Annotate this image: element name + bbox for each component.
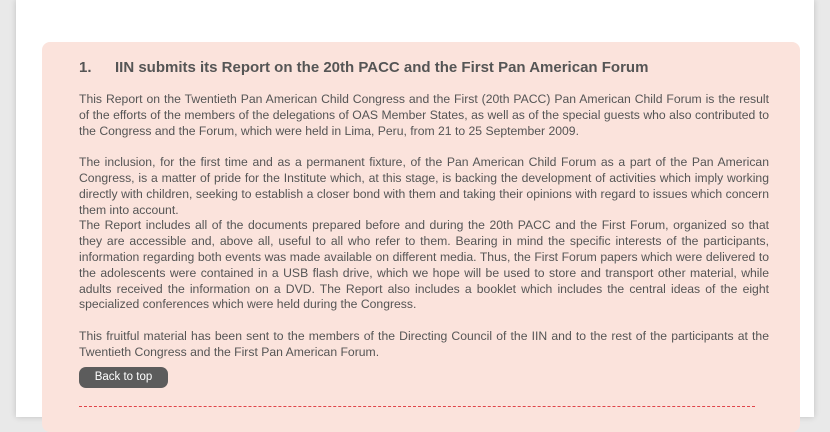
section-divider bbox=[79, 406, 755, 407]
section-heading bbox=[79, 59, 648, 76]
section-number: 1. bbox=[79, 59, 92, 76]
content-card bbox=[42, 42, 800, 432]
section-title: IIN submits its Report on the 20th PACC and the First Pan American Forum bbox=[115, 59, 649, 76]
paragraph: The Report includes all of the documents prepared before and during the 20th PACC and the First Forum, organized so that they are accessible and, above all, useful to all who refer to them. Bearing in mind the specific interests of the participants, information regarding both events was made available on different media. Thus, the First Forum papers which were delivered to the adolescents were contained in a USB flash drive, which we hope will be used to store and transport other material, while adults received the information on a DVD. The Report also includes a booklet which includes the central ideas of the eight specialized conferences which were held during the Congress. bbox=[79, 218, 769, 312]
paragraph: This fruitful material has been sent to the members of the Directing Council of the IIN and to the rest of the participants at the Twentieth Congress and the First Pan American Forum. bbox=[79, 328, 769, 359]
paragraph: This Report on the Twentieth Pan American Child Congress and the First (20th PACC) Pan American Child Forum is the result of the efforts of the members of the delegations of OAS Member States, as well as of the special guests who also contributed to the Congress and the Forum, which were held in Lima, Peru, from 21 to 25 September 2009. bbox=[79, 92, 769, 138]
back-to-top-button[interactable]: Back to top bbox=[79, 367, 168, 388]
paragraph: The inclusion, for the first time and as a permanent fixture, of the Pan American Child Forum as a part of the Pan American Congress, is a matter of pride for the Institute which, at this stage, is backing the development of activities which imply working directly with children, seeking to establish a closer bond with them and taking their opinions with regard to issues which concern them into account. bbox=[79, 155, 769, 217]
page-frame bbox=[16, 0, 814, 417]
section-body bbox=[79, 92, 769, 361]
